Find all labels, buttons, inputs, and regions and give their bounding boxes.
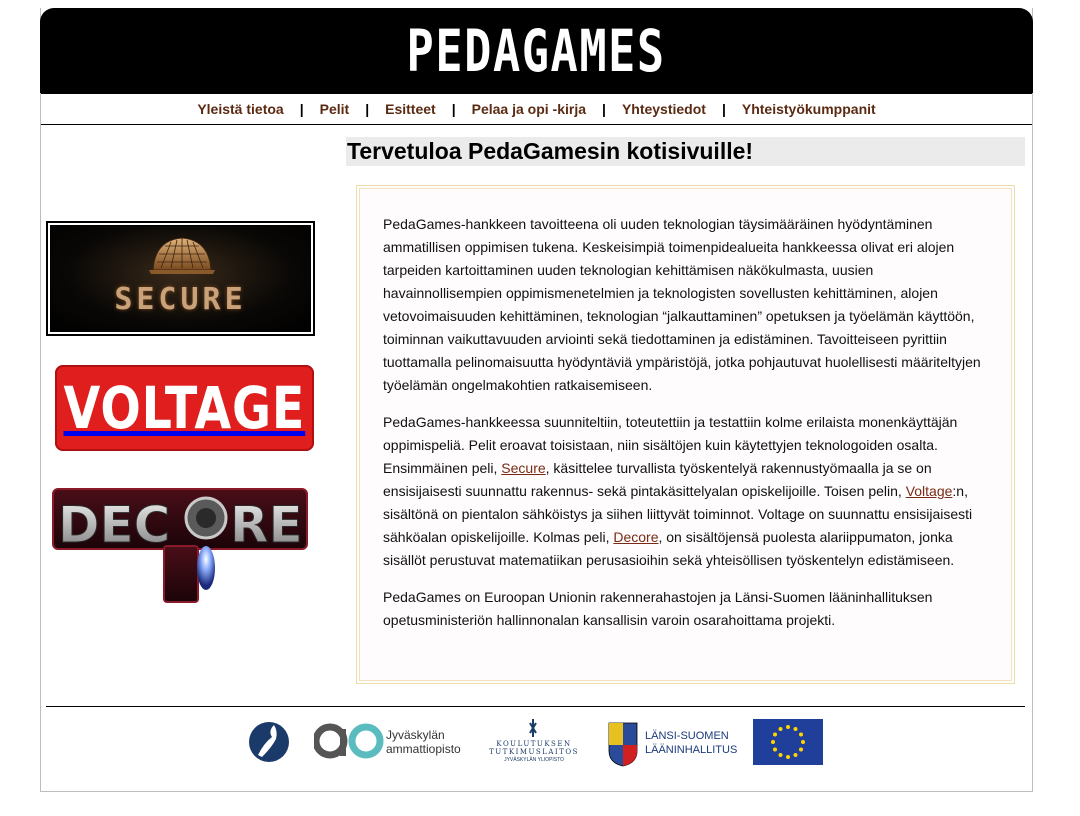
decore-logo-text-end: RE [230, 496, 303, 554]
site-header [40, 8, 1033, 93]
nav-item-games[interactable]: Pelit [319, 101, 350, 117]
funding-paragraph: PedaGames on Euroopan Unionin rakennerahastojen ja Länsi-Suomen lääninhallituksen opetusministeriön hallinnonalan kansallisin varoin osarahoittama projekti. [383, 589, 933, 628]
ls-line2: LÄÄNINHALLITUS [645, 744, 737, 756]
decore-logo [52, 488, 308, 604]
voltage-logo-text: VOLTAGE [63, 374, 306, 442]
text-span: , käsittelee turvallista työskentelyä rakennustyömaalla ja se on ensisijaisesti suunnattu rakennus- sekä pintakäsittelyalan opiskelijoille. Toisen pelin, [383, 460, 932, 499]
secure-logo [50, 225, 311, 332]
secure-game-link[interactable] [46, 221, 315, 336]
eu-flag-logo[interactable] [753, 719, 823, 765]
decore-game-link[interactable] [52, 488, 308, 604]
ls-line1: LÄNSI-SUOMEN [645, 730, 729, 742]
ktl-line1: KOULUTUKSEN [496, 740, 572, 748]
site-logo[interactable]: PEDAGAMES [406, 16, 667, 85]
main-nav [41, 93, 1032, 125]
nav-separator: | [299, 101, 304, 117]
nav-separator: | [365, 101, 370, 117]
text-span: , on sisältöjensä puolesta alariippumaton, jonka sisällöt perustuvat matematiikan perusasioihin sekä yhteisöllisen työskentelyn edistämiseen. [383, 529, 955, 568]
partner-ktl-logo[interactable] [482, 717, 587, 767]
jao-line1: Jyväskylän [386, 728, 445, 742]
secure-link[interactable]: Secure [501, 460, 546, 476]
voltage-game-link[interactable] [55, 365, 314, 451]
decore-link[interactable]: Decore [613, 529, 659, 545]
text-span: :n, sisältönä on pientalon sähköistys ja siihen liittyvät toiminnot. Voltage on suunnattu ensisijaisesti sähköalan opiskelijoille. Kolmas peli, [383, 483, 973, 545]
intro-paragraph: PedaGames-hankkeen tavoitteena oli uuden teknologian täysimääräinen hyödyntäminen ammatillisen oppimisen tukena. Keskeisimpiä toimenpidealueita hankkeessa olivat eri alojen tarpeiden kartoittaminen uuden teknologian kehittämisen näkökulmasta, uusien havainnollisempien oppimismenetelmien ja teknologisten sovellusten kehittäminen, alojen vetovoimaisuuden kehittäminen, teknologian “jalkauttaminen” opetuksen ja työelämän käyttöön, toiminnan vaikuttavuuden arviointi sekä tiedottaminen ja edistäminen. Tavoitteiseen pyrittiin tuottamalla pelinomaisuutta hyödyntäviä ympäristöjä, jotka pohjautuvat huolellisesti määriteltyjen työelämän ongelmakohtien ratkaisemiseen. [383, 216, 981, 393]
decore-logo-text: DEC [58, 496, 171, 554]
secure-logo-text: SECURE [114, 282, 247, 317]
nav-item-partners[interactable]: Yhteistyökumppanit [741, 101, 876, 117]
partner-lansi-suomi-logo[interactable] [607, 717, 737, 767]
nav-separator: | [602, 101, 606, 117]
nav-item-general-info[interactable]: Yleistä tietoa [197, 101, 284, 117]
voltage-link[interactable]: Voltage [905, 483, 953, 499]
content-text [383, 213, 983, 646]
ktl-line2: TUTKIMUSLAITOS [489, 748, 579, 756]
ktl-line3: JYVÄSKYLÄN YLIOPISTO [504, 757, 564, 763]
nav-item-book[interactable]: Pelaa ja opi -kirja [471, 101, 587, 117]
content-box [356, 185, 1015, 684]
partner-bird-logo[interactable] [248, 717, 292, 767]
games-paragraph [383, 411, 983, 572]
partner-jao-logo[interactable] [314, 717, 464, 767]
helmet-icon [147, 234, 217, 278]
footer-divider [46, 706, 1025, 707]
nav-separator: | [721, 101, 726, 117]
nav-separator: | [451, 101, 456, 117]
text-span: PedaGames-hankkeessa suunniteltiin, toteutettiin ja testattiin kolme erilaista monenkäyttäjän oppimispeliä. Pelit eroavat toisistaan, niin sisältöjen kuin käytettyjen teknologoiden osalta. Ensimmäinen peli, [383, 414, 958, 476]
nav-item-brochures[interactable]: Esitteet [385, 101, 436, 117]
page-title: Tervetuloa PedaGamesin kotisivuille! [346, 137, 1025, 166]
nav-item-contact[interactable]: Yhteystiedot [621, 101, 706, 117]
jao-line2: ammattiopisto [386, 742, 461, 756]
